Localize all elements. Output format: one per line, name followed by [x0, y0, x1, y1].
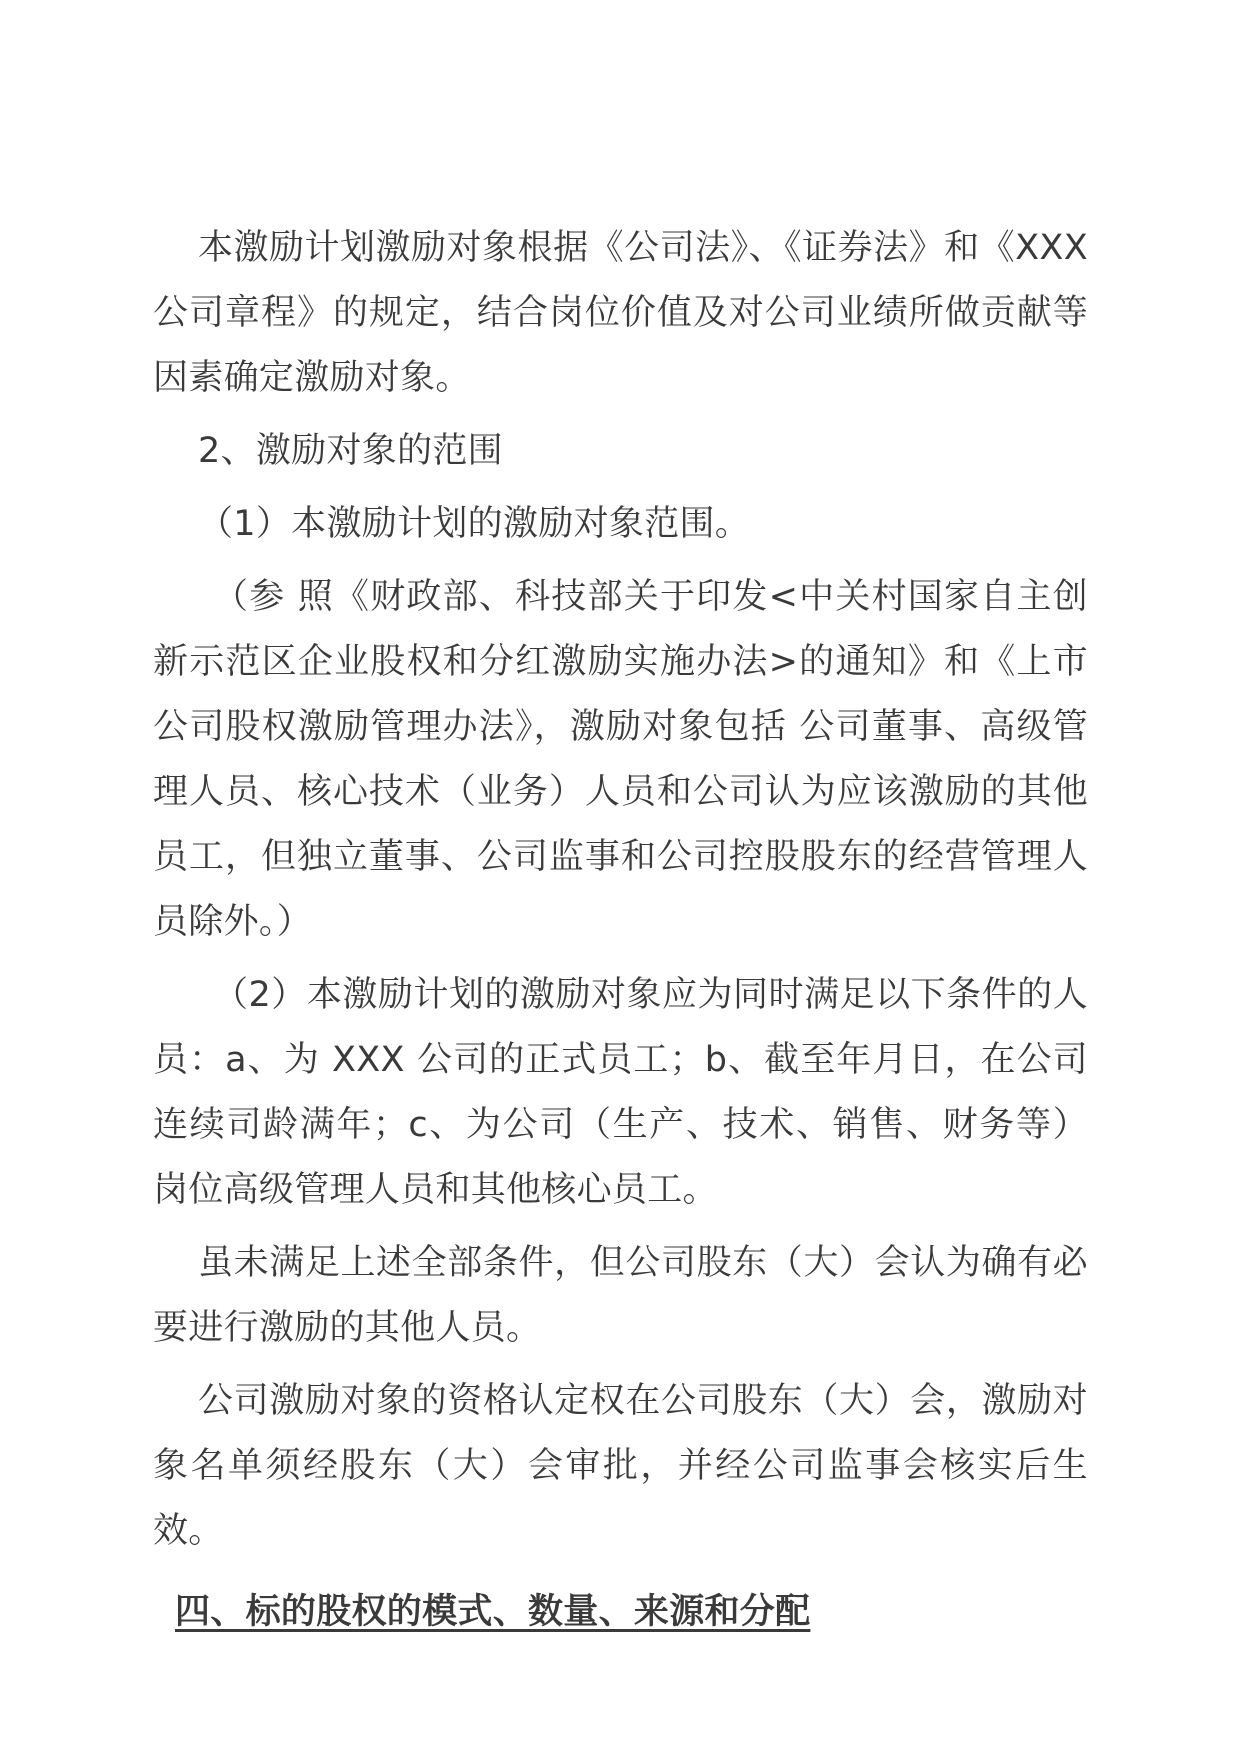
paragraph-scope-item-1: （1）本激励计划的激励对象范围。: [198, 504, 751, 544]
paragraph-qualification: 公司激励对象的资格认定权在公司股东（大）会，激励对象名单须经股东（大）会审批，并经公司监事会核实后生效。: [153, 1381, 1088, 1551]
paragraph-scope-title: 2、激励对象的范围: [198, 431, 503, 471]
section-heading: 四、标的股权的模式、数量、来源和分配: [175, 1592, 811, 1632]
document-body: [153, 216, 1088, 1645]
paragraph-other-personnel: 虽未满足上述全部条件，但公司股东（大）会认为确有必要进行激励的其他人员。: [153, 1243, 1088, 1348]
paragraph-basis: 本激励计划激励对象根据《公司法》、《证券法》和《XXX公司章程》的规定，结合岗位价值及对公司业绩所做贡献等因素确定激励对象。: [153, 228, 1088, 398]
paragraph-scope-reference: （参 照《财政部、科技部关于印发<中关村国家自主创新示范区企业股权和分红激励实施办法>的通知》和《上市公司股权激励管理办法》，激励对象包括 公司董事、高级管理人员、核心技术（业务）人员和公司认为应该激励的其他员工，但独立董事、公司监事和公司控股股东的经营管理人员除外。）: [153, 577, 1088, 942]
paragraph-scope-item-2: （2）本激励计划的激励对象应为同时满足以下条件的人员：a、为 XXX 公司的正式员工；b、截至年月日，在公司连续司龄满年；c、为公司（生产、技术、销售、财务等）岗位高级管理人员和其他核心员工。: [153, 975, 1088, 1210]
